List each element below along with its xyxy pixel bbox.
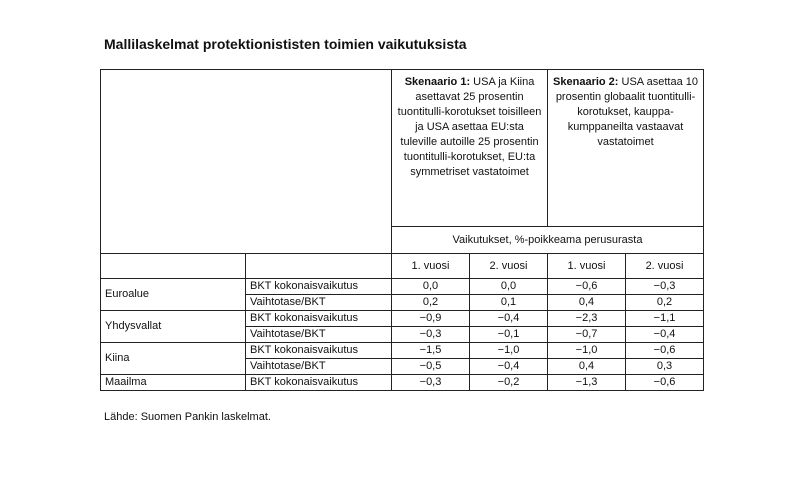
value-cell: −0,7 [548, 327, 626, 343]
source-note: Lähde: Suomen Pankin laskelmat. [104, 411, 271, 423]
region-yhdysvallat: Yhdysvallat [101, 311, 246, 343]
value-cell: 0,1 [470, 295, 548, 311]
value-cell: −1,3 [548, 375, 626, 391]
year-empty-cell-2 [246, 254, 392, 279]
unit-empty-cell [101, 227, 392, 254]
year-header: 2. vuosi [470, 254, 548, 279]
metric-label: Vaihtotase/BKT [246, 359, 392, 375]
value-cell: −0,3 [392, 327, 470, 343]
value-cell: −0,3 [626, 279, 704, 295]
value-cell: −0,9 [392, 311, 470, 327]
value-cell: −0,4 [626, 327, 704, 343]
year-header: 1. vuosi [548, 254, 626, 279]
region-maailma: Maailma [101, 375, 246, 391]
year-row [101, 254, 704, 279]
year-header: 1. vuosi [392, 254, 470, 279]
value-cell: 0,4 [548, 359, 626, 375]
table-row [101, 311, 704, 327]
metric-label: BKT kokonaisvaikutus [246, 343, 392, 359]
value-cell: −1,5 [392, 343, 470, 359]
value-cell: 0,2 [392, 295, 470, 311]
table-row [101, 375, 704, 391]
value-cell: −1,1 [626, 311, 704, 327]
value-cell: −0,6 [626, 343, 704, 359]
year-header: 2. vuosi [626, 254, 704, 279]
scenario-2-header [548, 70, 704, 227]
value-cell: −0,4 [470, 311, 548, 327]
metric-label: BKT kokonaisvaikutus [246, 279, 392, 295]
scenario-header-row [101, 70, 704, 227]
scenario-2-label: Skenaario 2: [553, 76, 619, 88]
scenario-1-label: Skenaario 1: [404, 76, 471, 88]
metric-label: Vaihtotase/BKT [246, 295, 392, 311]
value-cell: −0,6 [626, 375, 704, 391]
value-cell: −1,0 [470, 343, 548, 359]
value-cell: −0,2 [470, 375, 548, 391]
value-cell: 0,0 [392, 279, 470, 295]
value-cell: −0,4 [470, 359, 548, 375]
metric-label: Vaihtotase/BKT [246, 327, 392, 343]
region-kiina: Kiina [101, 343, 246, 375]
metric-label: BKT kokonaisvaikutus [246, 311, 392, 327]
year-empty-cell-1 [101, 254, 246, 279]
scenario-1-text: USA ja Kiina asettavat 25 prosentin tuontitulli-korotukset toisilleen ja USA asettaa EU:sta tuleville autoille 25 prosentin tuontitulli-korotukset, EU:ta symmetriset vastatoimet [397, 76, 542, 178]
region-euroalue: Euroalue [101, 279, 246, 311]
metric-label: BKT kokonaisvaikutus [246, 375, 392, 391]
value-cell: 0,2 [626, 295, 704, 311]
table-row [101, 279, 704, 295]
value-cell: −0,3 [392, 375, 470, 391]
value-cell: −0,1 [470, 327, 548, 343]
value-cell: 0,4 [548, 295, 626, 311]
unit-row [101, 227, 704, 254]
value-cell: 0,3 [626, 359, 704, 375]
value-cell: −0,6 [548, 279, 626, 295]
value-cell: 0,0 [470, 279, 548, 295]
value-cell: −1,0 [548, 343, 626, 359]
scenario-1-header [392, 70, 548, 227]
unit-label: Vaikutukset, %-poikkeama perusurasta [392, 227, 704, 254]
value-cell: −0,5 [392, 359, 470, 375]
table-row [101, 343, 704, 359]
value-cell: −2,3 [548, 311, 626, 327]
results-table [100, 69, 704, 391]
scenario-2-text: USA asettaa 10 prosentin globaalit tuontitulli-korotukset, kauppa-kumppaneilta vastaavat vastatoimet [555, 76, 698, 148]
header-empty-cell [101, 70, 392, 227]
table-title: Mallilaskelmat protektionististen toimien vaikutuksista [104, 36, 467, 52]
